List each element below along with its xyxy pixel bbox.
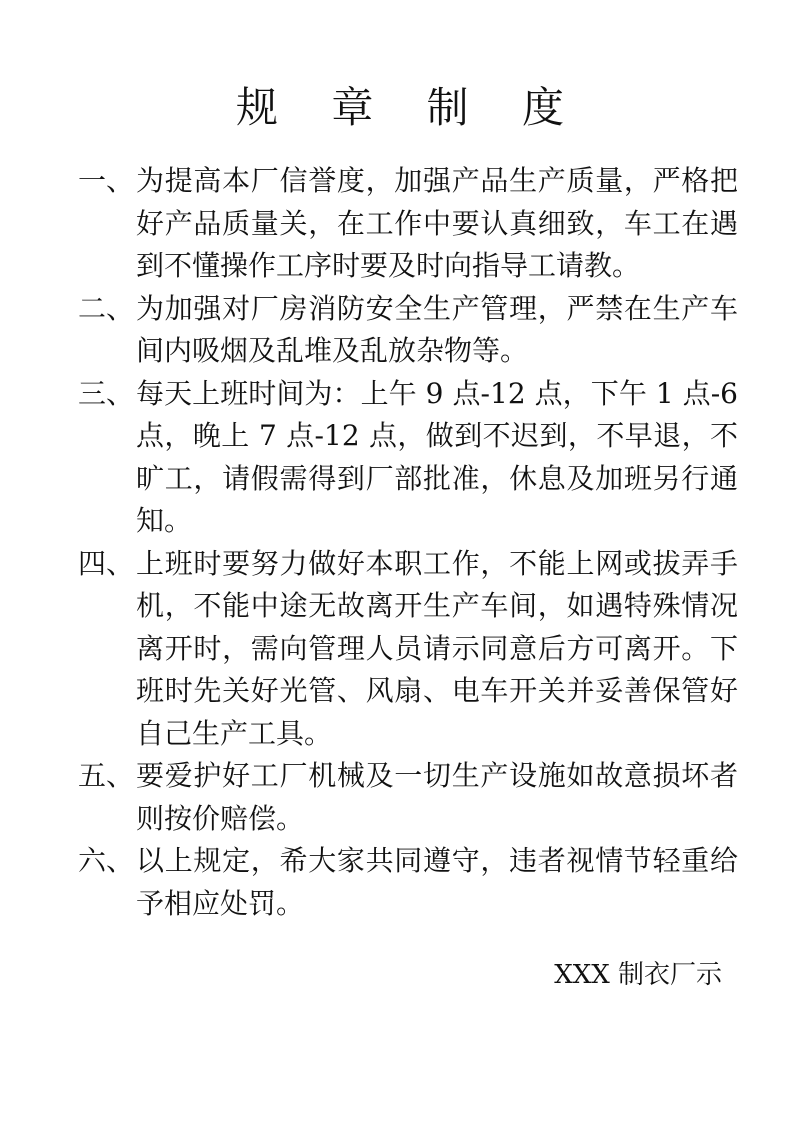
- rule-item: [78, 755, 738, 840]
- rule-text: 以上规定，希大家共同遵守，违者视情节轻重给予相应处罚。: [136, 844, 738, 920]
- rule-number: 三、: [78, 376, 135, 410]
- rule-text: 每天上班时间为：上午 9 点-12 点，下午 1 点-6 点，晚上 7 点-12 点，做到不迟到，不早退，不旷工，请假需得到厂部批准，休息及加班另行通知。: [136, 376, 738, 537]
- rule-text: 上班时要努力做好本职工作，不能上网或拔弄手机，不能中途无故离开生产车间，如遇特殊情况离开时，需向管理人员请示同意后方可离开。下班时先关好光管、风扇、电车开关并妥善保管好自己生产工具。: [136, 546, 738, 750]
- rule-number: 一、: [78, 164, 135, 197]
- rule-number: 二、: [78, 291, 135, 325]
- rules-list: [78, 160, 738, 925]
- rule-item: [78, 288, 738, 373]
- rule-number: 五、: [78, 759, 135, 792]
- rule-text: 要爱护好工厂机械及一切生产设施如故意损坏者则按价赔偿。: [136, 759, 738, 835]
- document-title: 规 章 制 度: [235, 83, 585, 132]
- rule-text: 为提高本厂信誉度，加强产品生产质量，严格把好产品质量关，在工作中要认真细致，车工在遇到不懂操作工序时要及时向指导工请教。: [136, 164, 738, 282]
- rule-item: [78, 543, 738, 756]
- rule-number: 四、: [78, 546, 135, 580]
- signature: XXX 制衣厂示: [554, 960, 722, 990]
- rule-number: 六、: [78, 844, 135, 877]
- rule-item: [78, 160, 738, 288]
- rule-item: [78, 373, 738, 543]
- rule-text: 为加强对厂房消防安全生产管理，严禁在生产车间内吸烟及乱堆及乱放杂物等。: [136, 291, 738, 367]
- rule-item: [78, 840, 738, 925]
